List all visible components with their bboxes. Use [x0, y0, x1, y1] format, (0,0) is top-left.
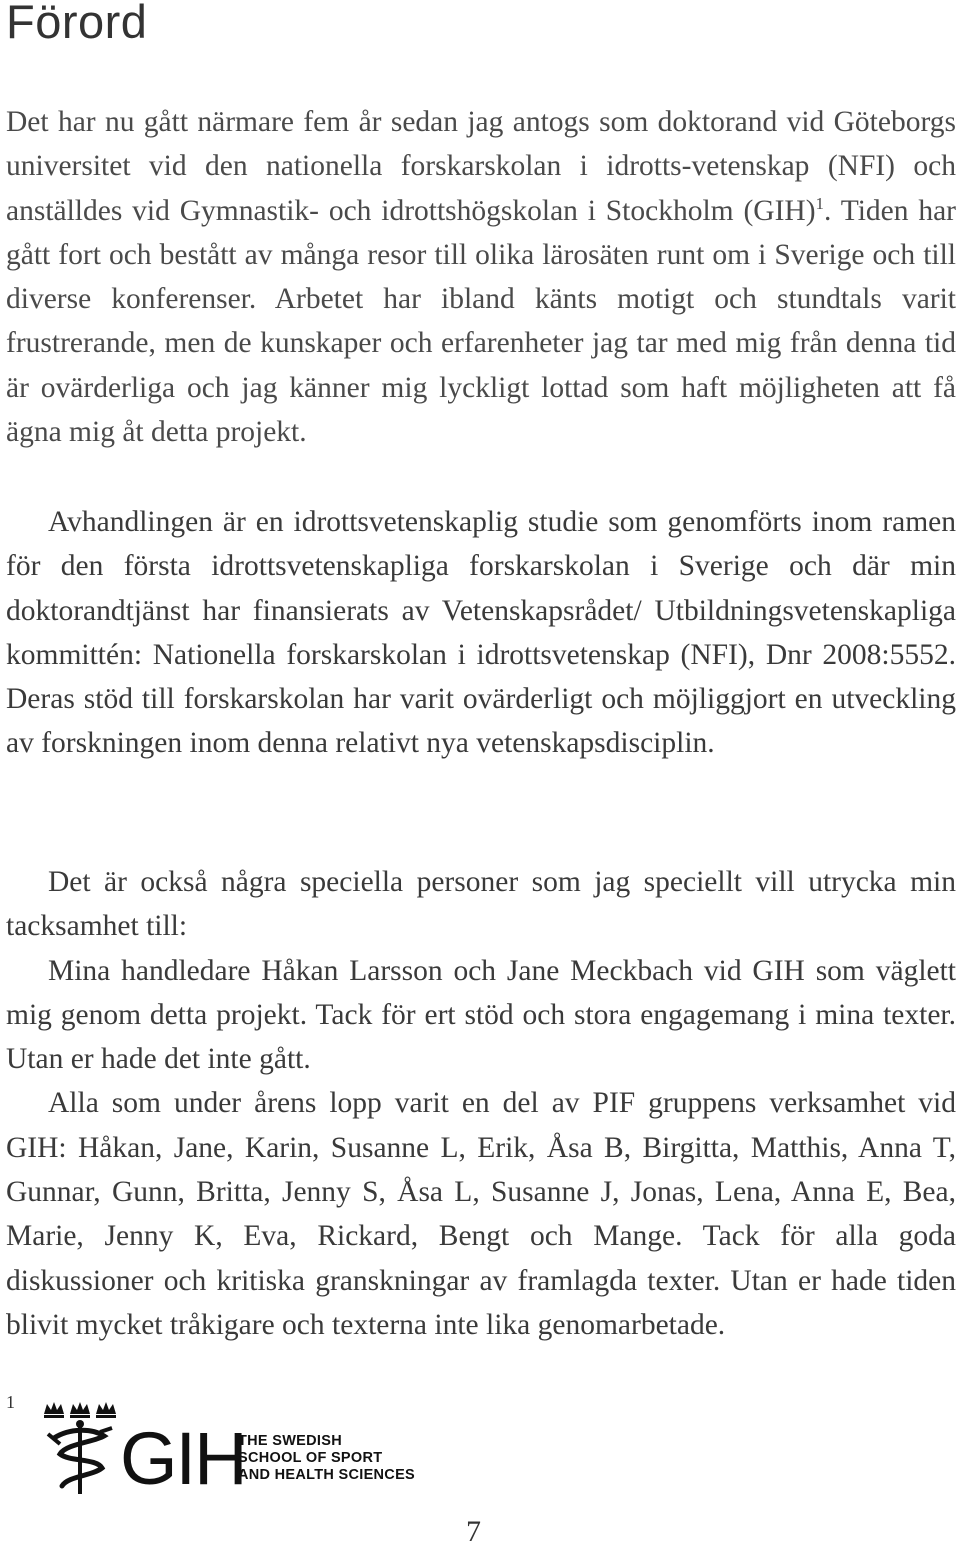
paragraph-4: Mina handledare Håkan Larsson och Jane Meckbach vid GIH som väglett mig genom detta projekt. Tack för ert stöd och stora engagemang i mina texter. Utan er hade det inte gått. — [6, 954, 956, 1076]
footnote-marker: 1 — [6, 1392, 15, 1412]
paragraph-5: Alla som under årens lopp varit en del av PIF gruppens verksamhet vid GIH: Håkan, Jane, Karin, Susanne L, Erik, Åsa B, Birgitta, Matthis, Anna T, Gunnar, Gunn, Britta, Jenny S, Åsa L, Susanne J, Jonas, Lena, Anna E, Bea, Marie, Jenny K, Eva, Rickard, Bengt och Mange. Tack för alla goda diskussioner och kritiska granskningar av framlagda texter. Utan er hade tiden blivit mycket tråkigare och texterna inte lika genomarbetade. — [6, 1087, 956, 1341]
gih-crowns-and-staff-emblem-icon — [44, 1402, 116, 1494]
paragraph-3: Det är också några speciella personer som jag speciellt vill utrycka min tacksamhet till: — [6, 866, 956, 943]
gih-subtitle-line-2: SCHOOL OF SPORT — [238, 1450, 383, 1466]
footnote-reference: 1 — [815, 193, 825, 213]
page-title: Förord — [6, 0, 148, 48]
gih-subtitle-line-3: AND HEALTH SCIENCES — [238, 1467, 416, 1483]
gih-wordmark: GIH — [120, 1417, 246, 1498]
paragraph-1 — [6, 100, 956, 454]
acknowledgements-block — [6, 860, 956, 1347]
gih-subtitle-line-1: THE SWEDISH — [238, 1433, 342, 1449]
intro-paragraph-block — [6, 100, 956, 454]
paragraph-1-text: Det har nu gått närmare fem år sedan jag antogs som doktorand vid Göteborgs universitet vid den nationella forskarskolan i idrotts-vetenskap (NFI) och anställdes vid Gymnastik- och idrottshögskolan i Stockholm (GIH) — [6, 106, 956, 227]
funding-paragraph-block — [6, 500, 956, 766]
paragraph-2: Avhandlingen är en idrottsvetenskaplig studie som genomförts inom ramen för den första idrottsvetenskapliga forskarskolan i Sverige och där min doktorandtjänst har finansierats av Vetenskapsrådet/ Utbildningsvetenskapliga kommittén: Nationella forskarskolan i idrottsvetenskap (NFI), Dnr 2008:5552. Deras stöd till forskarskolan har varit ovärderligt och möjliggjort en utveckling av forskningen inom denna relativt nya vetenskapsdisciplin. — [6, 506, 956, 760]
gih-logo-subtitle — [238, 1433, 415, 1484]
page-number: 7 — [466, 1515, 481, 1548]
paragraph-1-text-continued: . Tiden har gått fort och bestått av många resor till olika lärosäten runt om i Sverige och till diverse konferenser. Arbetet har ibland känts motigt och stundtals varit frustrerande, men de kunskaper och erfarenheter jag tar med mig från denna tid är ovärderliga och jag känner mig lyckligt lottad som haft möjligheten att få ägna mig åt detta projekt. — [6, 194, 956, 449]
